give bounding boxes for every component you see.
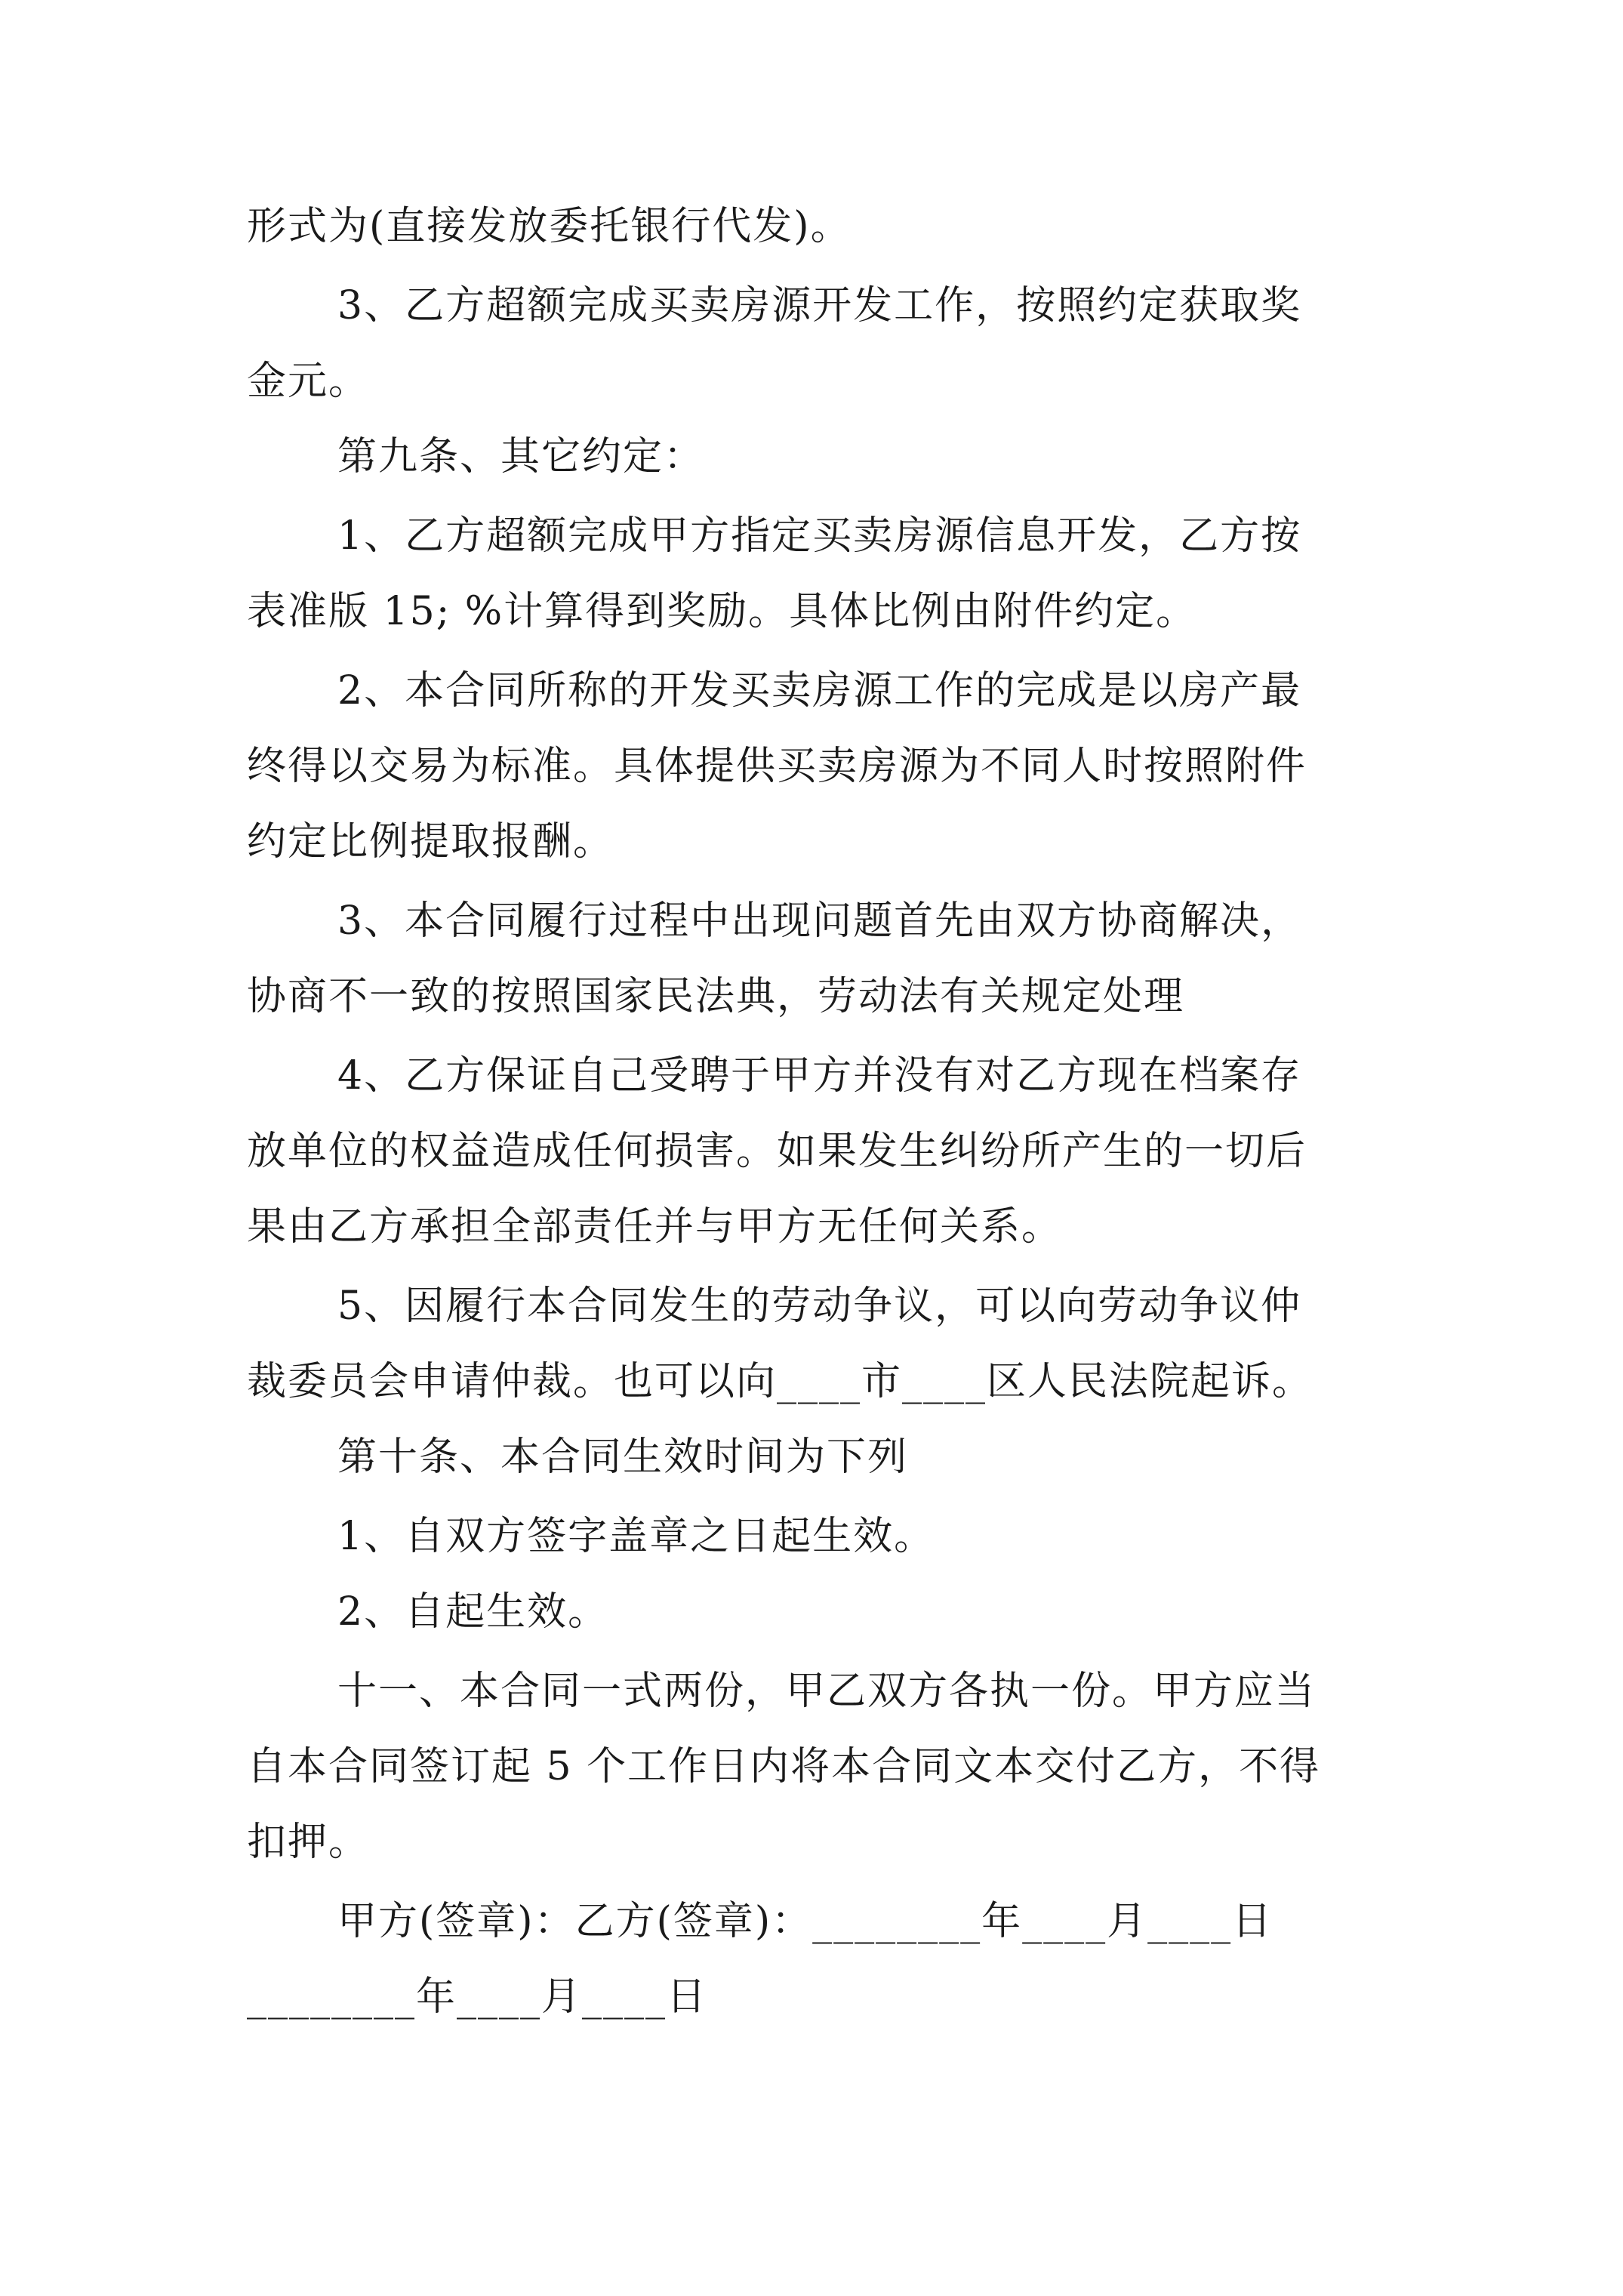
text-line: 约定比例提取报酬。 [247,819,614,864]
text-line: 2、自起生效。 [337,1589,609,1635]
text-line: 3、本合同履行过程中出现问题首先由双方协商解决， [337,898,1302,944]
text-line: 十一、本合同一式两份，甲乙双方各执一份。甲方应当 [337,1669,1317,1714]
text-line: 表准版 15; %计算得到奖励。具体比例由附件约定。 [247,589,1197,634]
signature-line: 甲方(签章)：乙方(签章)：________年____月____日 [337,1899,1273,1944]
text-line: 金元。 [247,359,370,404]
text-line: 1、乙方超额完成甲方指定买卖房源信息开发，乙方按 [337,513,1302,559]
text-line: 4、乙方保证自己受聘于甲方并没有对乙方现在档案存 [337,1053,1302,1099]
date-line: ________年____月____日 [247,1974,708,2020]
text-line: 放单位的权益造成任何损害。如果发生纠纷所产生的一切后 [247,1129,1307,1174]
text-line: 裁委员会申请仲裁。也可以向____市____区人民法院起诉。 [247,1359,1313,1404]
section-heading: 第十条、本合同生效时间为下列 [337,1435,909,1480]
text-line: 1、自双方签字盖章之日起生效。 [337,1514,935,1559]
text-line: 形式为(直接发放委托银行代发)。 [247,204,852,249]
section-heading: 第九条、其它约定： [337,434,705,479]
text-line: 协商不一致的按照国家民法典，劳动法有关规定处理 [247,974,1185,1019]
text-line: 扣押。 [247,1820,370,1865]
text-line: 自本合同签订起 5 个工作日内将本合同文本交付乙方，不得 [247,1744,1321,1789]
text-line: 果由乙方承担全部责任并与甲方无任何关系。 [247,1204,1063,1250]
text-line: 5、因履行本合同发生的劳动争议，可以向劳动争议仲 [337,1284,1302,1329]
text-line: 终得以交易为标准。具体提供买卖房源为不同人时按照附件 [247,744,1307,789]
text-line: 2、本合同所称的开发买卖房源工作的完成是以房产最 [337,668,1302,713]
text-line: 3、乙方超额完成买卖房源开发工作，按照约定获取奖 [337,283,1302,328]
